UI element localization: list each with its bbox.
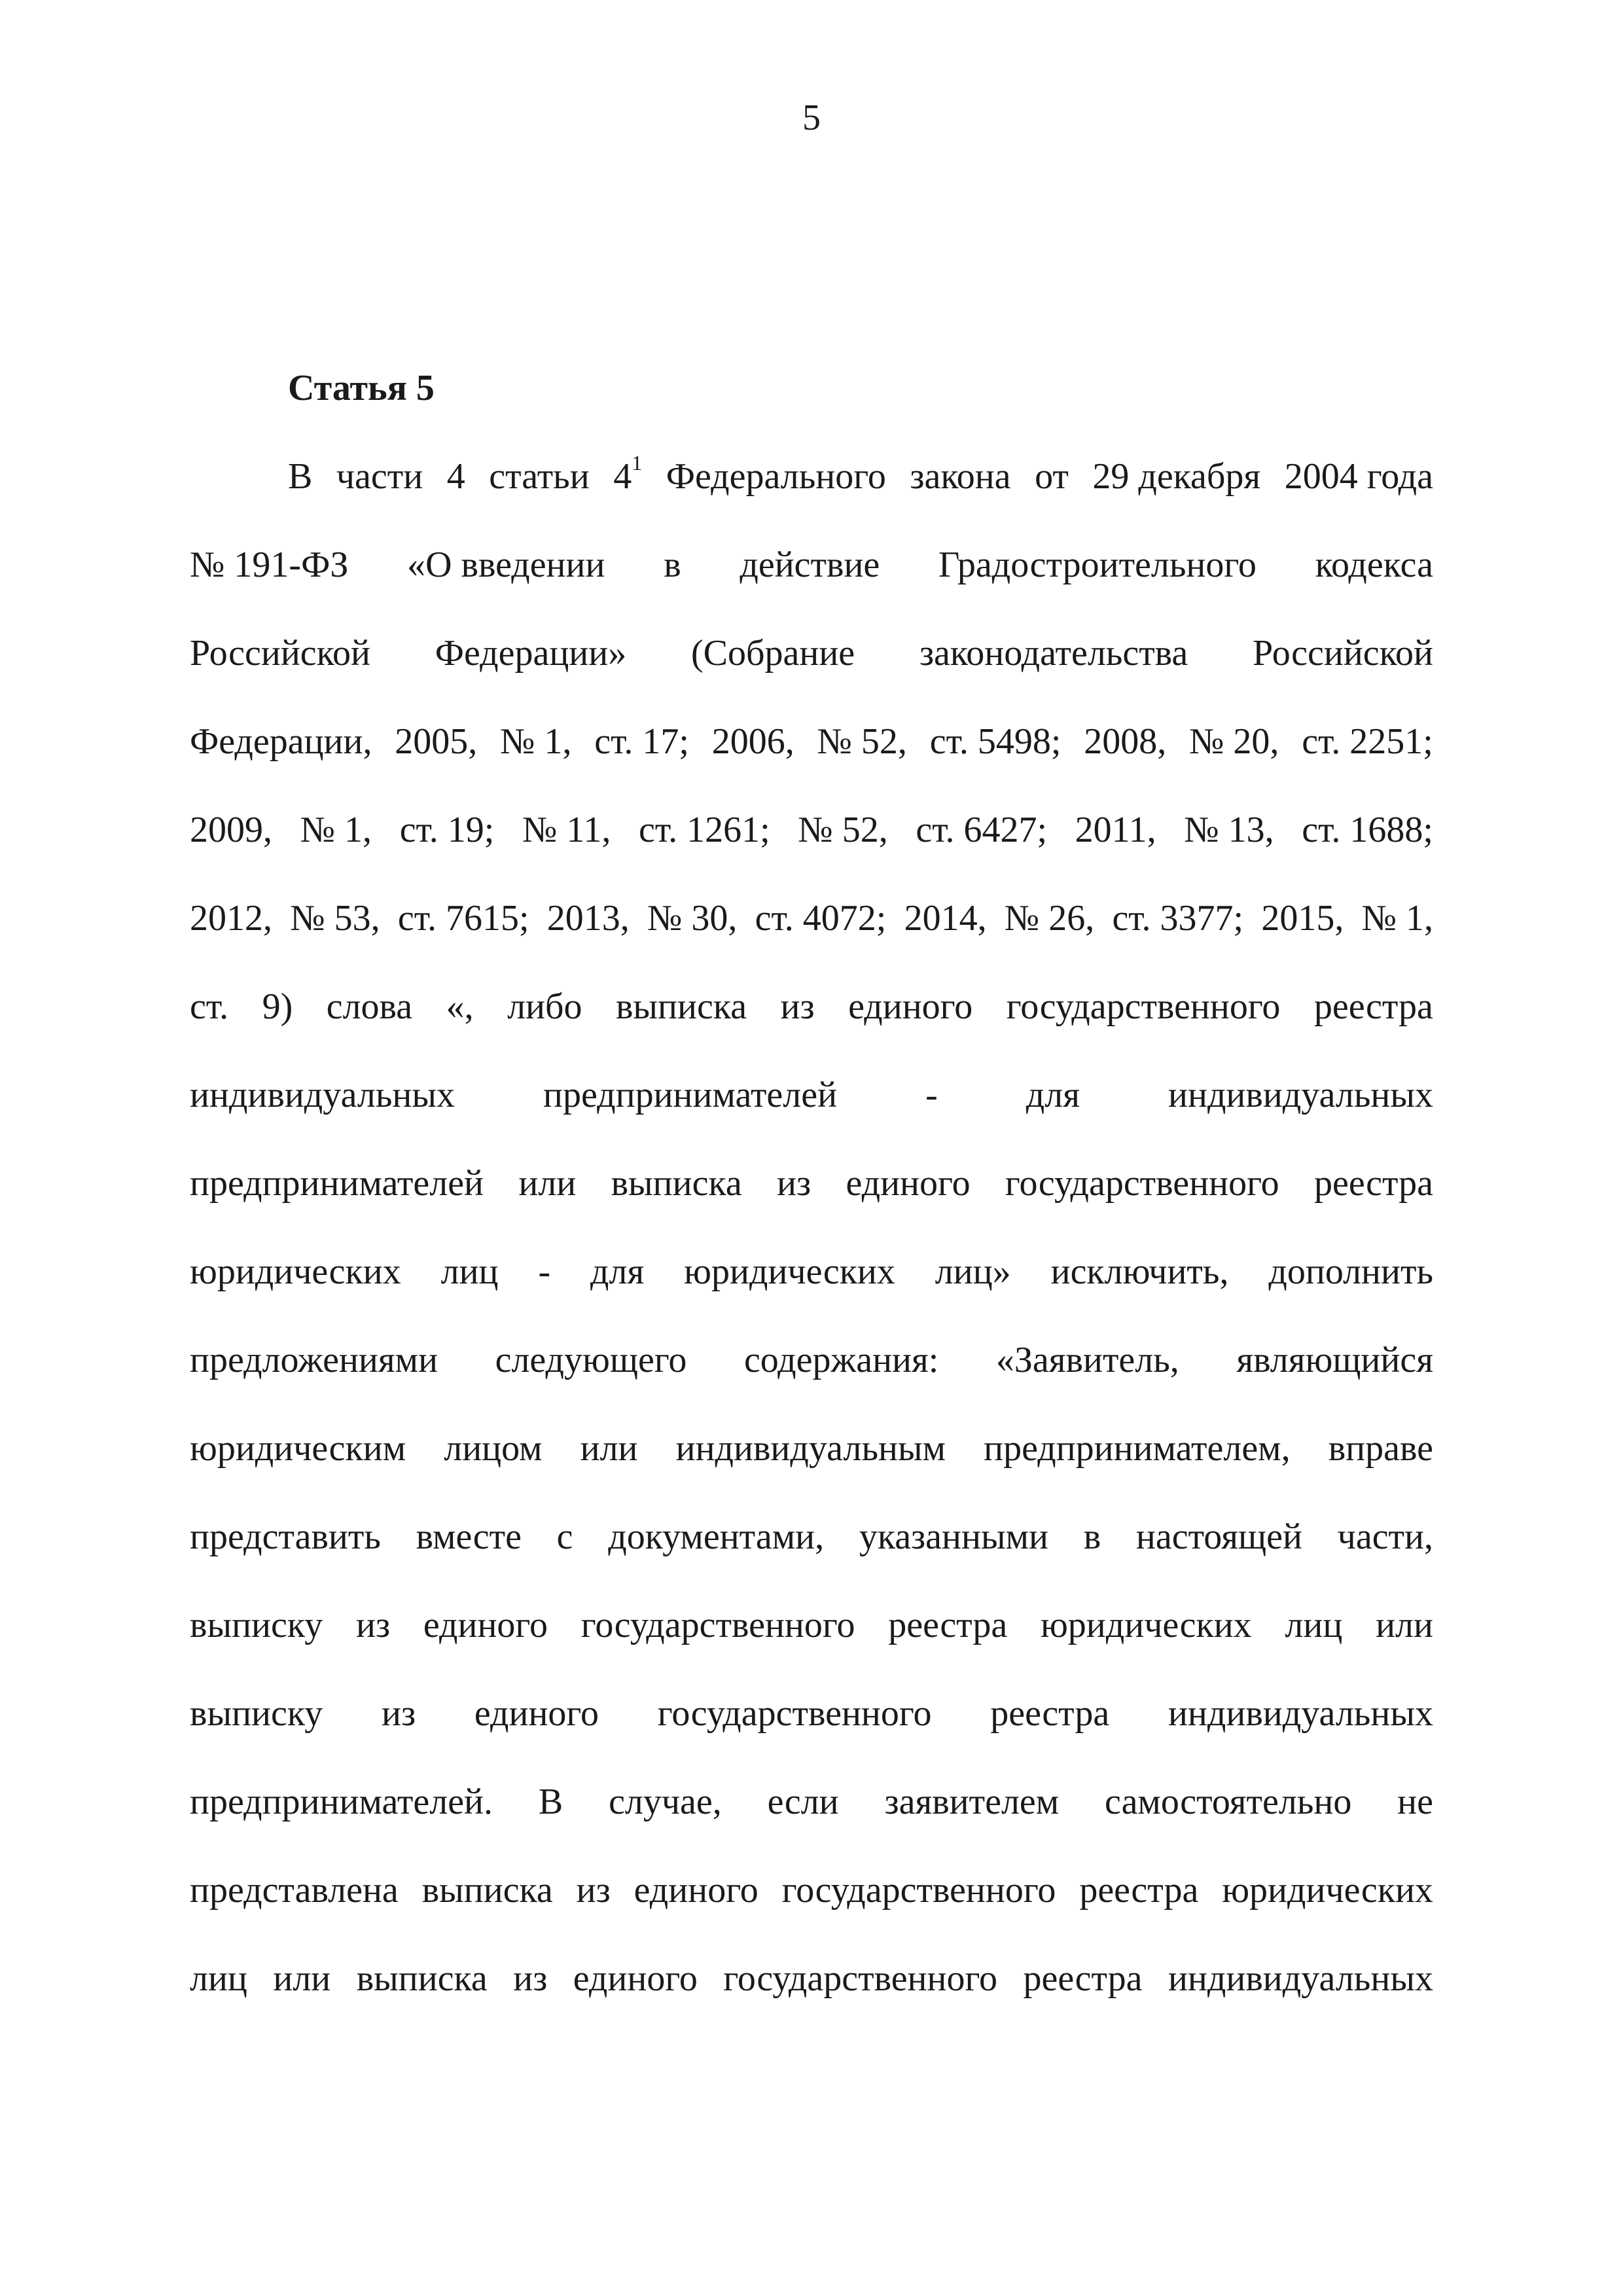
word: единого xyxy=(423,1605,548,1645)
word: от xyxy=(1035,456,1069,497)
word: юридических xyxy=(190,1251,401,1292)
word: содержания: xyxy=(743,1340,939,1380)
page-number: 5 xyxy=(802,98,821,138)
word: с xyxy=(556,1516,573,1557)
word: ст. 19; xyxy=(399,810,495,850)
word: в xyxy=(664,545,681,585)
paragraph-line xyxy=(190,1246,1433,1334)
word: № 26, xyxy=(1004,898,1095,939)
word: (Собрание xyxy=(691,633,855,673)
word: индивидуальным xyxy=(675,1428,946,1469)
word: № 1, xyxy=(1361,898,1433,939)
word: «О введении xyxy=(407,545,605,585)
word: № 13, xyxy=(1184,810,1274,850)
word: 2013, xyxy=(546,898,630,939)
word: 2012, xyxy=(190,898,272,939)
word: 2014, xyxy=(904,898,987,939)
paragraph-line xyxy=(190,1864,1433,1952)
word: государственного xyxy=(657,1693,932,1734)
word: выписку xyxy=(190,1693,323,1734)
word: единого xyxy=(573,1958,698,1999)
paragraph-line xyxy=(190,1952,1433,2041)
word: № 20, xyxy=(1188,721,1279,762)
word: 2005, xyxy=(395,721,478,762)
word: № 1, xyxy=(300,810,372,850)
word: 2006, xyxy=(711,721,794,762)
word: № 191-ФЗ xyxy=(190,545,349,585)
paragraph-line xyxy=(190,1776,1433,1864)
word: «Заявитель, xyxy=(995,1340,1179,1380)
word: вместе xyxy=(416,1516,522,1557)
word: № 52, xyxy=(817,721,907,762)
word: юридическим xyxy=(190,1428,406,1469)
word: лиц xyxy=(1285,1605,1343,1645)
word: заявителем xyxy=(884,1782,1060,1822)
word: реестра xyxy=(1313,1163,1433,1204)
word: реестра xyxy=(888,1605,1008,1645)
word: № 11, xyxy=(522,810,611,850)
word: выписка xyxy=(611,1163,742,1204)
word: предпринимателей xyxy=(543,1075,838,1115)
word: ст. 6427; xyxy=(916,810,1048,850)
word: $4^1$ xyxy=(613,451,643,497)
word: из xyxy=(513,1958,548,1999)
word: единого xyxy=(633,1870,758,1910)
word: реестра xyxy=(1313,986,1433,1027)
word: Федерации, xyxy=(190,721,372,762)
word: индивидуальных xyxy=(1168,1958,1433,1999)
word: законодательства xyxy=(919,633,1188,673)
word: юридических xyxy=(1040,1605,1252,1645)
word: или xyxy=(518,1163,577,1204)
word: № 53, xyxy=(290,898,380,939)
word: представлена xyxy=(190,1870,399,1910)
word: ст. 5498; xyxy=(929,721,1061,762)
paragraph-line xyxy=(190,715,1433,804)
word: Федерального xyxy=(666,456,886,497)
paragraph-line xyxy=(190,1422,1433,1511)
word: действие xyxy=(740,545,880,585)
word: юридических xyxy=(684,1251,895,1292)
word: реестра xyxy=(1023,1958,1143,1999)
word: № 52, xyxy=(798,810,888,850)
word: документами, xyxy=(608,1516,825,1557)
word: предпринимателей. xyxy=(190,1782,493,1822)
paragraph-line xyxy=(190,1599,1433,1687)
paragraph-line xyxy=(190,1334,1433,1422)
word: юридических xyxy=(1222,1870,1433,1910)
word: дополнить xyxy=(1268,1251,1433,1292)
word: 2011, xyxy=(1075,810,1156,850)
word: Российской xyxy=(1253,633,1433,673)
word: предпринимателем, xyxy=(984,1428,1291,1469)
word: предпринимателей xyxy=(190,1163,484,1204)
paragraph-line xyxy=(190,980,1433,1069)
word: выписка xyxy=(356,1958,488,1999)
word: настоящей xyxy=(1135,1516,1302,1557)
word: следующего xyxy=(495,1340,687,1380)
word: № 1, xyxy=(500,721,572,762)
paragraph-line xyxy=(190,1511,1433,1599)
word: ст. 3377; xyxy=(1112,898,1244,939)
word: из xyxy=(576,1870,611,1910)
word: В xyxy=(538,1782,563,1822)
word: государственного xyxy=(781,1870,1056,1910)
word: предложениями xyxy=(190,1340,438,1380)
word: Российской xyxy=(190,633,370,673)
word: из xyxy=(780,986,815,1027)
word: лиц» xyxy=(935,1251,1011,1292)
word: части xyxy=(336,456,423,497)
word: индивидуальных xyxy=(1168,1693,1433,1734)
word: исключить, xyxy=(1050,1251,1229,1292)
word: выписка xyxy=(421,1870,553,1910)
paragraph-line xyxy=(190,1687,1433,1776)
word: в xyxy=(1083,1516,1101,1557)
word: либо xyxy=(507,986,582,1027)
word: 9) xyxy=(262,986,293,1027)
word: из xyxy=(382,1693,416,1734)
word: государственного xyxy=(723,1958,998,1999)
word: 2004 года xyxy=(1284,456,1433,497)
word: для xyxy=(1026,1075,1080,1115)
word: единого xyxy=(474,1693,599,1734)
word: «, xyxy=(446,986,474,1027)
word: государственного xyxy=(1006,986,1281,1027)
word: случае, xyxy=(609,1782,722,1822)
word: для xyxy=(590,1251,645,1292)
word: единого xyxy=(846,1163,971,1204)
word: кодекса xyxy=(1315,545,1433,585)
word: ст. 2251; xyxy=(1302,721,1433,762)
word: 2009, xyxy=(190,810,272,850)
word: выписку xyxy=(190,1605,323,1645)
word: лиц xyxy=(190,1958,247,1999)
word: лиц xyxy=(440,1251,499,1292)
word: государственного xyxy=(1005,1163,1279,1204)
paragraph-line xyxy=(190,627,1433,715)
word: статьи xyxy=(489,456,590,497)
word: В xyxy=(288,456,313,497)
word: или xyxy=(273,1958,331,1999)
word: из xyxy=(777,1163,812,1204)
paragraph-line xyxy=(190,539,1433,627)
word: ст. 17; xyxy=(594,721,689,762)
article-title: Статья 5 xyxy=(288,368,435,408)
word: 29 декабря xyxy=(1092,456,1261,497)
word: Градостроительного xyxy=(938,545,1257,585)
word: ст. 7615; xyxy=(397,898,529,939)
word: Федерации» xyxy=(435,633,627,673)
word: ст. xyxy=(190,986,229,1027)
word: единого xyxy=(848,986,973,1027)
word: являющийся xyxy=(1236,1340,1433,1380)
word: части, xyxy=(1337,1516,1433,1557)
word: если xyxy=(767,1782,839,1822)
word: самостоятельно xyxy=(1105,1782,1352,1822)
paragraph-line xyxy=(190,892,1433,980)
word: ст. 1688; xyxy=(1302,810,1433,850)
word: из xyxy=(356,1605,391,1645)
word: 2008, xyxy=(1084,721,1167,762)
word: вправе xyxy=(1328,1428,1433,1469)
word: не xyxy=(1397,1782,1433,1822)
word: индивидуальных xyxy=(190,1075,455,1115)
word: - xyxy=(538,1251,551,1292)
word: представить xyxy=(190,1516,381,1557)
paragraph-line xyxy=(190,1157,1433,1246)
paragraph-line xyxy=(190,1069,1433,1157)
article-body xyxy=(190,450,1433,2041)
word: государственного xyxy=(580,1605,855,1645)
word: лицом xyxy=(444,1428,543,1469)
word: 4 xyxy=(446,456,465,497)
word: или xyxy=(580,1428,638,1469)
paragraph-line xyxy=(190,450,1433,539)
word: индивидуальных xyxy=(1168,1075,1433,1115)
paragraph-line xyxy=(190,804,1433,892)
word: - xyxy=(925,1075,938,1115)
word: реестра xyxy=(990,1693,1110,1734)
word: указанными xyxy=(859,1516,1048,1557)
word: ст. 1261; xyxy=(638,810,770,850)
word: слова xyxy=(326,986,413,1027)
word: выписка xyxy=(615,986,747,1027)
word: № 30, xyxy=(647,898,738,939)
word: 2015, xyxy=(1261,898,1344,939)
word: реестра xyxy=(1079,1870,1199,1910)
word: закона xyxy=(910,456,1011,497)
word: или xyxy=(1376,1605,1433,1645)
word: ст. 4072; xyxy=(755,898,887,939)
